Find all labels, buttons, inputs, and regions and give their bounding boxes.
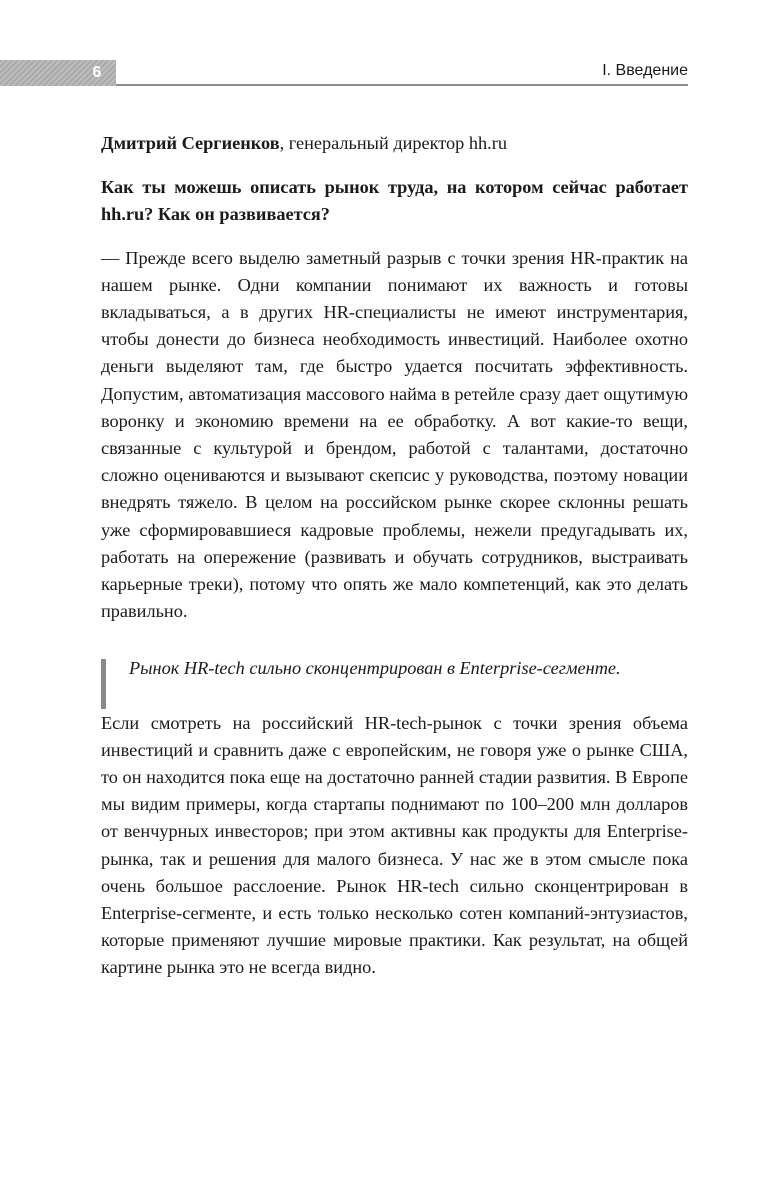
interview-question: Как ты можешь описать рынок труда, на котором сейчас работает hh.ru? Как он развивается?	[101, 177, 688, 225]
running-header	[0, 60, 688, 88]
pull-quote-text: Рынок HR-tech сильно сконцентрирован в Enterprise-сегменте.	[129, 658, 621, 679]
author-name: Дмитрий Сергиенков	[101, 133, 280, 153]
body-paragraph: Если смотреть на российский HR-tech-рынок с точки зрения объема инвестиций и сравнить даже с европейским, не говоря уже о рынке США, то он находится пока еще на достаточно ранней стадии развития. В Европе мы видим примеры, когда стартапы поднимают по 100–200 млн долларов от венчурных инвесторов; при этом активны как продукты для Enterprise-рынка, так и решения для малого бизнеса. У нас же в этом смысле пока очень большое расслоение. Рынок HR-tech сильно сконцентрирован в Enterprise-сегменте, и есть только несколько сотен компаний-энтузиастов, которые применяют лучшие мировые практики. Как результат, на общей картине рынка это не всегда видно.	[101, 712, 688, 978]
quote-bar	[101, 659, 106, 709]
section-title: I. Введение	[602, 62, 688, 79]
author-line	[101, 130, 688, 157]
author-role: , генеральный директор hh.ru	[279, 133, 507, 153]
interview-answer: — Прежде всего выделю заметный разрыв с точки зрения HR-практик на нашем рынке. Одни компании понимают их важность и готовы вкладываться, а в других HR-специалисты не имеют инструментария, чтобы донести до бизнеса необходимость инвестиций. Наиболее охотно деньги выделяют там, где быстро удается посчитать эффективность. Допустим, автоматизация массового найма в ретейле сразу дает ощутимую воронку и экономию времени на ее обработку. А вот какие-то вещи, связанные с культурой и брендом, работой с талантами, достаточно сложно оцениваются и вызывают скепсис у руководства, поэтому новации внедрять тяжело. В целом на российском рынке скорее склонны решать уже сформировавшиеся кадровые проблемы, нежели предугадывать их, работать на опережение (развивать и обучать сотрудников, выстраивать карьерные треки), потому что опять же мало компетенций, как это делать правильно.	[101, 247, 688, 622]
header-rule	[116, 84, 688, 86]
page-number: 6	[92, 64, 102, 81]
page-content	[101, 130, 688, 982]
pull-quote	[101, 655, 688, 682]
